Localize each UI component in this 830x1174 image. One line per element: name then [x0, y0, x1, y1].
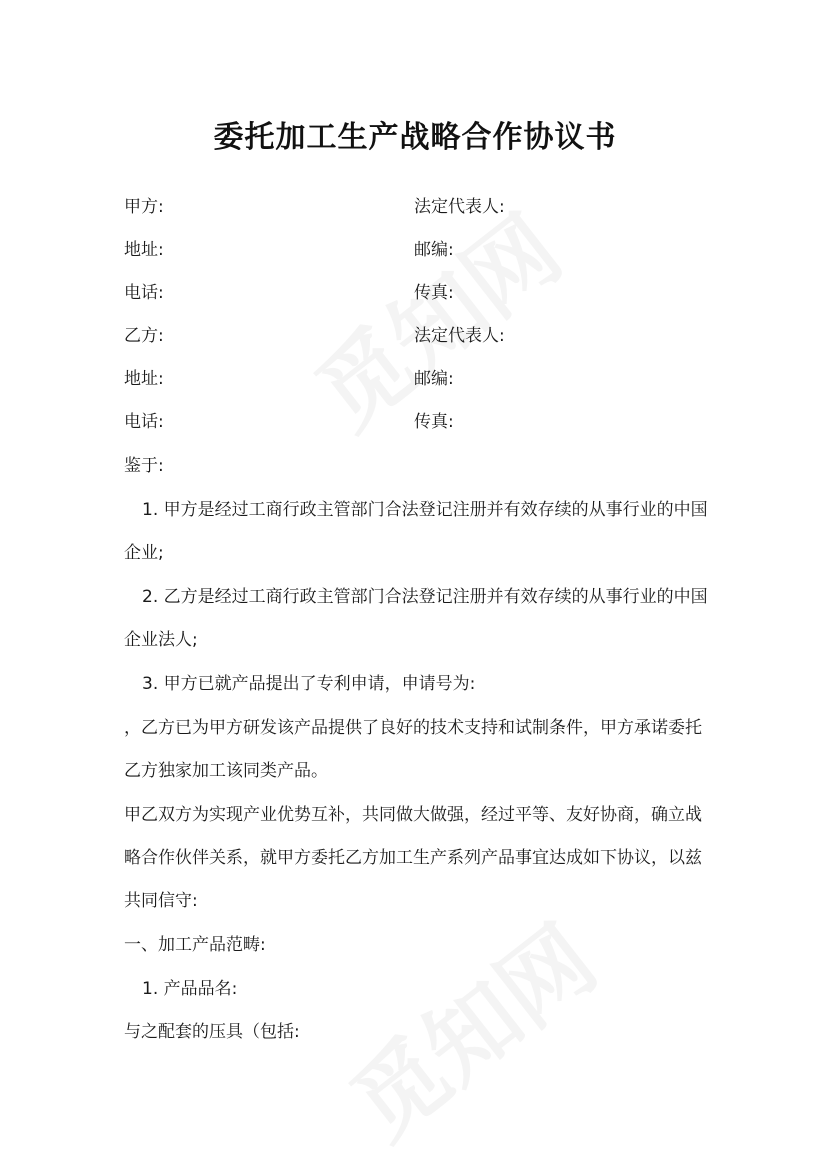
party-a-phone-label: 电话: — [124, 283, 164, 303]
whereas-item-3: 3. 甲方已就产品提出了专利申请，申请号为: — [142, 674, 476, 694]
party-a-fax-label: 传真: — [414, 283, 454, 303]
party-b-phone-label: 电话: — [124, 412, 164, 432]
purpose-line-1: 甲乙双方为实现产业优势互补，共同做大做强，经过平等、友好协商，确立战 — [124, 805, 702, 825]
party-b-address-label: 地址: — [124, 369, 164, 389]
whereas-item-2-line-1: 2. 乙方是经过工商行政主管部门合法登记注册并有效存续的从事行业的中国 — [142, 587, 708, 607]
party-b-label: 乙方: — [124, 326, 164, 346]
party-b-postcode-label: 邮编: — [414, 369, 454, 389]
party-a-postcode-label: 邮编: — [414, 240, 454, 260]
party-a-rep-label: 法定代表人: — [414, 197, 505, 217]
whereas-item-2-line-2: 企业法人; — [124, 630, 198, 650]
whereas-item-1-line-2: 企业; — [124, 543, 164, 563]
watermark — [320, 890, 619, 1164]
whereas-label: 鉴于: — [124, 456, 164, 476]
section-1-item-1: 1. 产品品名: — [142, 979, 238, 999]
party-a-address-label: 地址: — [124, 240, 164, 260]
purpose-line-2: 略合作伙伴关系，就甲方委托乙方加工生产系列产品事宜达成如下协议，以兹 — [124, 848, 702, 868]
section-1-item-2: 与之配套的压具（包括: — [124, 1022, 300, 1042]
continuation-line-1: ，乙方已为甲方研发该产品提供了良好的技术支持和试制条件，甲方承诺委托 — [124, 718, 702, 738]
party-a-label: 甲方: — [124, 197, 164, 217]
document-title: 委托加工生产战略合作协议书 — [213, 120, 617, 155]
section-1-heading: 一、加工产品范畴: — [124, 935, 266, 955]
continuation-line-2: 乙方独家加工该同类产品。 — [124, 761, 328, 781]
whereas-item-1-line-1: 1. 甲方是经过工商行政主管部门合法登记注册并有效存续的从事行业的中国 — [142, 500, 708, 520]
party-b-fax-label: 传真: — [414, 412, 454, 432]
party-b-rep-label: 法定代表人: — [414, 326, 505, 346]
purpose-line-3: 共同信守: — [124, 891, 198, 911]
